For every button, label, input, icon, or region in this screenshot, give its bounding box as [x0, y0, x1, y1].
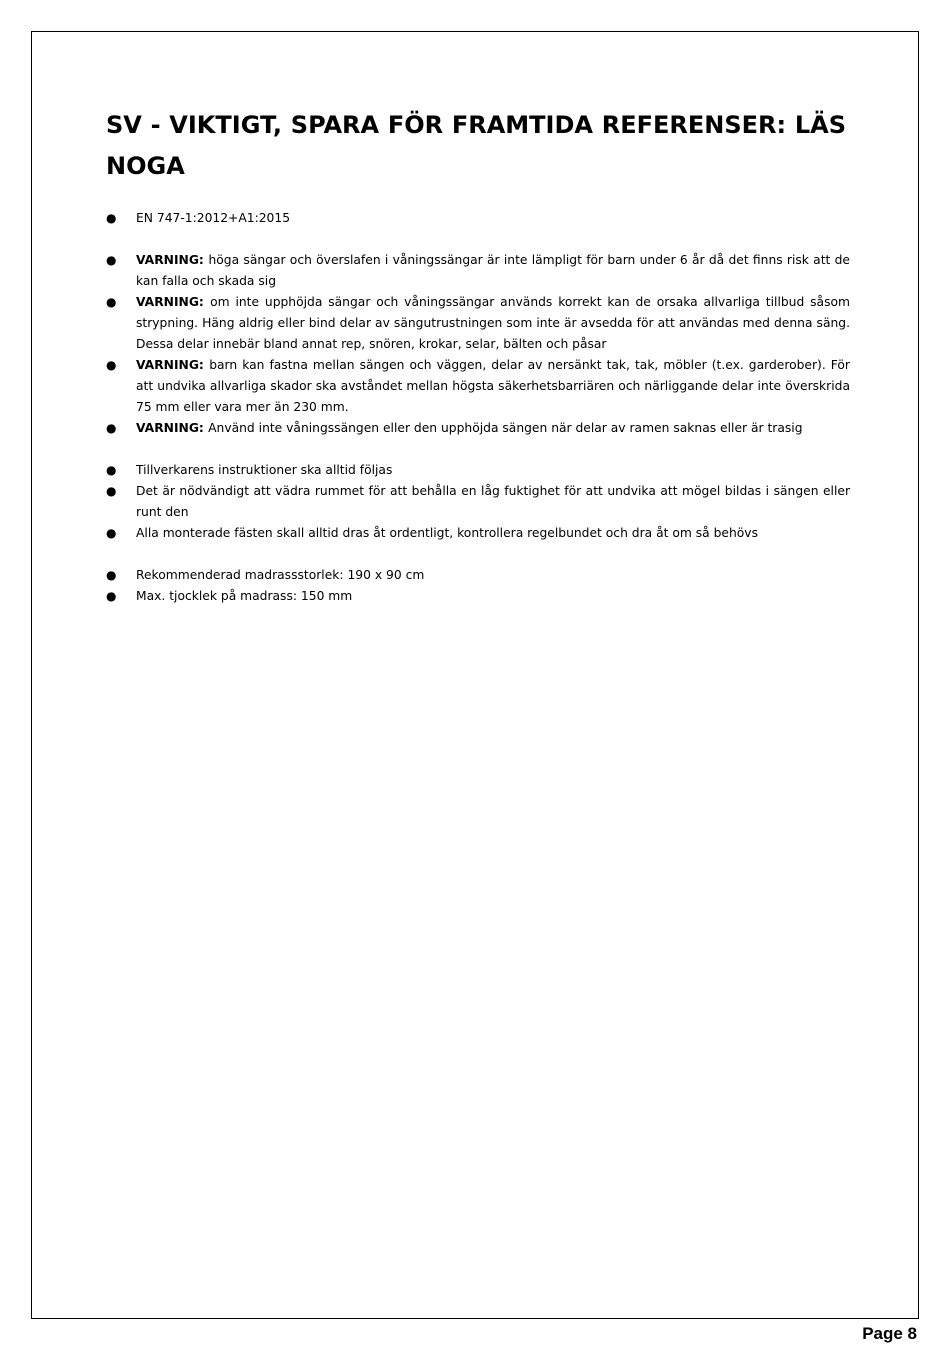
list-item-warning — [106, 250, 850, 292]
list-item-instruction — [106, 481, 850, 523]
spec-text: Max. tjocklek på madrass: 150 mm — [136, 589, 353, 603]
list-item-instruction — [106, 523, 850, 544]
warning-label: VARNING: — [136, 253, 209, 267]
standard-text: EN 747-1:2012+A1:2015 — [136, 211, 291, 225]
list-item-spec — [106, 565, 850, 586]
warning-label: VARNING: — [136, 421, 209, 435]
list-item-standard — [106, 208, 850, 229]
warning-text: barn kan fastna mellan sängen och väggen, delar av nersänkt tak, tak, möbler (t.ex. garderober). För att undvika allvarliga skador ska avståndet mellan högsta säkerhetsbarriären och närliggande delar inte överskrida 75 mm eller vara mer än 230 mm. — [136, 358, 850, 414]
document-body — [106, 208, 850, 607]
bullet-icon: ● — [106, 211, 117, 225]
bullet-icon: ● — [106, 484, 117, 498]
list-item-instruction — [106, 460, 850, 481]
warning-text: Använd inte våningssängen eller den upphöjda sängen när delar av ramen saknas eller är trasig — [208, 421, 803, 435]
warning-text: höga sängar och överslafen i våningssängar är inte lämpligt för barn under 6 år då det finns risk att de kan falla och skada sig — [136, 253, 850, 288]
warning-list — [106, 250, 850, 439]
bullet-icon: ● — [106, 421, 117, 435]
list-item-warning — [106, 355, 850, 418]
standard-list — [106, 208, 850, 229]
list-item-warning — [106, 292, 850, 355]
bullet-icon: ● — [106, 526, 117, 540]
instruction-text: Det är nödvändigt att vädra rummet för att behålla en låg fuktighet för att undvika att mögel bildas i sängen eller runt den — [136, 484, 850, 519]
spec-text: Rekommenderad madrassstorlek: 190 x 90 cm — [136, 568, 425, 582]
document-title: SV - VIKTIGT, SPARA FÖR FRAMTIDA REFERENSER: LÄS NOGA — [106, 111, 846, 180]
bullet-icon: ● — [106, 589, 117, 603]
bullet-icon: ● — [106, 568, 117, 582]
list-item-spec — [106, 586, 850, 607]
list-item-warning — [106, 418, 850, 439]
warning-label: VARNING: — [136, 358, 210, 372]
instruction-text: Alla monterade fästen skall alltid dras åt ordentligt, kontrollera regelbundet och dra åt om så behövs — [136, 526, 758, 540]
page-number: Page 8 — [862, 1324, 917, 1343]
warning-label: VARNING: — [136, 295, 211, 309]
warning-text: om inte upphöjda sängar och våningssängar används korrekt kan de orsaka allvarliga tillbud såsom strypning. Häng aldrig eller bind delar av sängutrustningen som inte är avsedda för att användas med denna säng. Dessa delar innebär bland annat rep, snören, krokar, selar, bälten och påsar — [136, 295, 850, 351]
bullet-icon: ● — [106, 253, 117, 267]
instruction-list — [106, 460, 850, 544]
bullet-icon: ● — [106, 463, 117, 477]
bullet-icon: ● — [106, 295, 117, 309]
spec-list — [106, 565, 850, 607]
instruction-text: Tillverkarens instruktioner ska alltid följas — [136, 463, 393, 477]
bullet-icon: ● — [106, 358, 117, 372]
